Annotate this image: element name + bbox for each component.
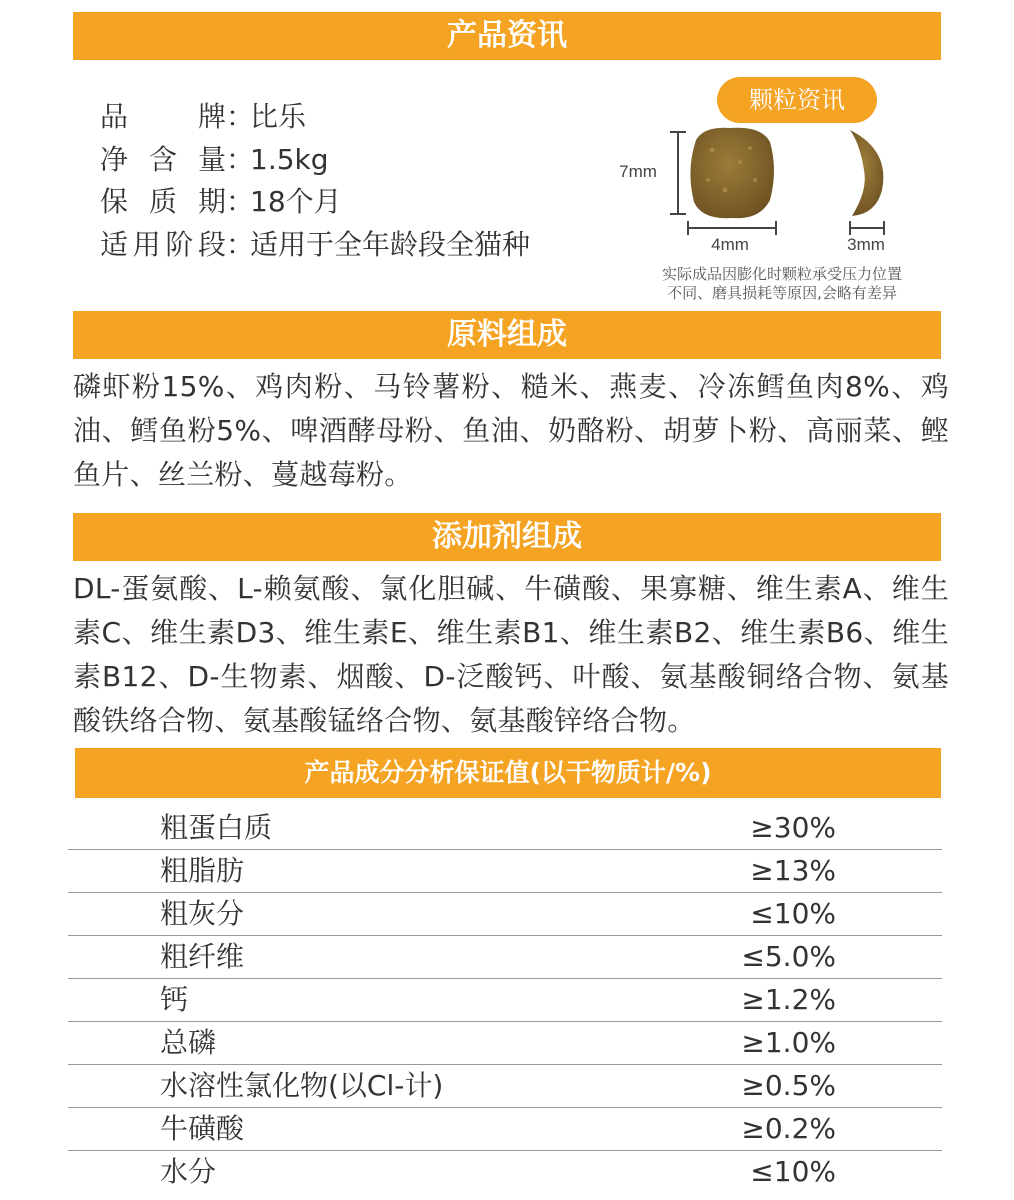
table-row <box>68 935 942 979</box>
section-banner-additives: 添加剂组成 <box>73 513 941 561</box>
info-label: 品牌 <box>100 100 226 133</box>
height-dimension-icon <box>670 132 686 214</box>
info-row-life-stage <box>100 225 530 265</box>
kibble-round-icon <box>690 128 774 218</box>
kibble-note-line2: 不同、磨具损耗等原因,会略有差异 <box>667 284 897 302</box>
nutrient-name: 总磷 <box>160 1026 217 1059</box>
nutrient-name: 水溶性氯化物(以Cl-计) <box>160 1069 444 1102</box>
nutrient-value: ≤5.0% <box>741 940 836 973</box>
width-label: 4mm <box>711 235 749 254</box>
nutrient-value: ≥1.0% <box>741 1026 836 1059</box>
nutrient-name: 牛磺酸 <box>160 1112 245 1145</box>
table-row <box>68 806 942 850</box>
thickness-dimension-icon <box>850 221 884 235</box>
table-row <box>68 892 942 936</box>
info-row-net-weight <box>100 140 329 180</box>
table-row <box>68 978 942 1022</box>
info-colon: ： <box>226 143 255 176</box>
kibble-size-diagram <box>600 120 900 260</box>
section-banner-ingredients: 原料组成 <box>73 311 941 359</box>
table-row <box>68 1021 942 1065</box>
info-colon: ： <box>226 185 255 218</box>
nutrient-value: ≤10% <box>750 1155 836 1188</box>
info-value: 1.5kg <box>250 143 329 176</box>
table-row <box>68 1107 942 1151</box>
kibble-side-icon <box>850 130 883 216</box>
info-row-shelf-life <box>100 182 342 222</box>
table-row <box>68 1150 942 1193</box>
info-row-brand <box>100 97 306 137</box>
nutrient-name: 粗脂肪 <box>160 854 245 887</box>
width-dimension-icon <box>688 221 776 235</box>
info-colon: ： <box>226 228 255 261</box>
ingredients-text: 磷虾粉15%、鸡肉粉、马铃薯粉、糙米、燕麦、冷冻鳕鱼肉8%、鸡油、鳕鱼粉5%、啤酒酵母粉、鱼油、奶酪粉、胡萝卜粉、高丽菜、鲣鱼片、丝兰粉、蔓越莓粉。 <box>73 370 949 491</box>
nutrient-name: 粗蛋白质 <box>160 811 273 844</box>
thickness-label: 3mm <box>847 235 885 254</box>
table-row <box>68 1064 942 1108</box>
nutrient-name: 粗灰分 <box>160 897 245 930</box>
nutrient-name: 钙 <box>160 983 189 1016</box>
nutrient-value: ≥13% <box>750 854 836 887</box>
nutrient-name: 水分 <box>160 1155 217 1188</box>
info-value: 比乐 <box>250 100 307 133</box>
nutrient-value: ≥30% <box>750 811 836 844</box>
info-label: 保质期 <box>100 185 226 218</box>
kibble-info-pill: 颗粒资讯 <box>717 77 877 123</box>
height-label: 7mm <box>619 162 657 181</box>
additives-text: DL-蛋氨酸、L-赖氨酸、氯化胆碱、牛磺酸、果寡糖、维生素A、维生素C、维生素D3、维生素E、维生素B1、维生素B2、维生素B6、维生素B12、D-生物素、烟酸、D-泛酸钙、叶酸、氨基酸铜络合物、氨基酸铁络合物、氨基酸锰络合物、氨基酸锌络合物。 <box>73 572 949 737</box>
nutrient-value: ≥1.2% <box>741 983 836 1016</box>
nutrient-value: ≥0.5% <box>741 1069 836 1102</box>
info-value: 18个月 <box>250 185 342 218</box>
info-label: 适用阶段 <box>100 228 226 261</box>
info-colon: ： <box>226 100 255 133</box>
kibble-note-line1: 实际成品因膨化时颗粒承受压力位置 <box>661 265 902 283</box>
section-banner-product-info: 产品资讯 <box>73 12 941 60</box>
info-value: 适用于全年龄段全猫种 <box>250 228 531 261</box>
section-banner-analysis: 产品成分分析保证值(以干物质计/%) <box>75 748 941 798</box>
nutrient-name: 粗纤维 <box>160 940 245 973</box>
nutrient-value: ≥0.2% <box>741 1112 836 1145</box>
table-row <box>68 849 942 893</box>
nutrient-value: ≤10% <box>750 897 836 930</box>
info-label: 净含量 <box>100 143 226 176</box>
